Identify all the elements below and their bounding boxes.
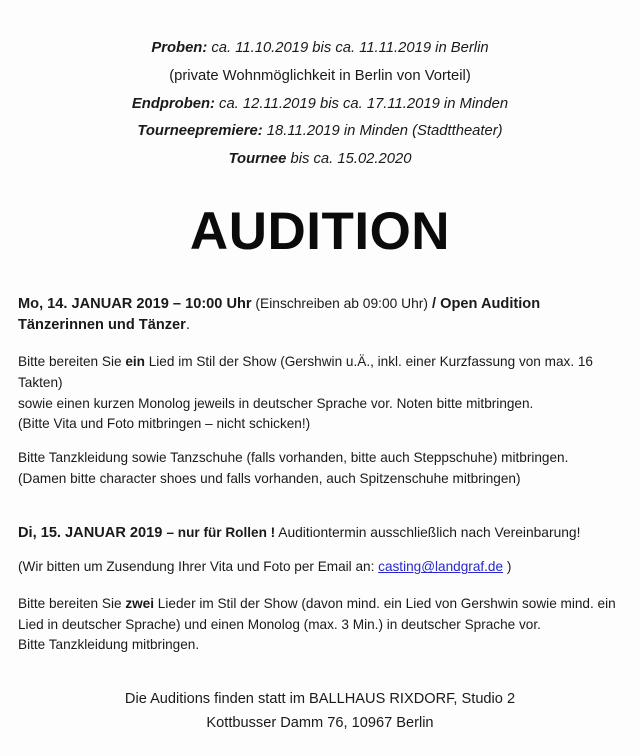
schedule-rehearsals-label: Proben: — [151, 40, 208, 56]
day-two-heading — [18, 523, 624, 544]
day-one-instructions-line3: (Bitte Vita und Foto mitbringen – nicht schicken!) — [18, 416, 311, 432]
schedule-tour-premiere-label: Tourneepremiere: — [137, 123, 263, 140]
day-one-date-time: Mo, 14. JANUAR 2019 – 10:00 Uhr — [18, 295, 252, 312]
day-one-instructions-line2: sowie einen kurzen Monolog jeweils in deutscher Sprache vor. Noten bitte mitbringen. — [18, 395, 534, 411]
schedule-tour-label: Tournee — [228, 151, 287, 168]
schedule-tour-line — [0, 152, 640, 167]
schedule-accommodation-note: (private Wohnmöglichkeit in Berlin von Vorteil) — [169, 67, 471, 84]
day-one-audition-type: Open Audition — [440, 295, 541, 312]
schedule-final-rehearsals-label: Endproben: — [131, 95, 215, 112]
schedule-tour-detail: bis ca. 15.02.2020 — [286, 151, 412, 168]
schedule-rehearsals-detail: ca. 11.10.2019 bis ca. 11.11.2019 in Berlin — [207, 40, 489, 56]
venue-line-1: Die Auditions finden statt im BALLHAUS RIXDORF, Studio 2 — [124, 691, 516, 708]
schedule-final-rehearsals-line — [0, 97, 640, 112]
venue-block — [0, 688, 640, 735]
schedule-block — [0, 0, 640, 167]
day-one-instructions-emphasis: ein — [125, 354, 145, 370]
day-two-date: Di, 15. JANUAR 2019 — [18, 525, 167, 542]
schedule-tour-premiere-detail: 18.11.2019 in Minden (Stadttheater) — [262, 123, 503, 140]
day-one-instructions-line1-b: Lied im Stil der Show (Gershwin u.Ä., inkl. einer Kurzfassung von max. 16 Takten) — [18, 354, 593, 390]
day-one-roles-line — [18, 315, 624, 336]
day-two-email-note — [18, 557, 624, 578]
day-two-email-note-suffix: ) — [503, 559, 512, 575]
venue-line-2: Kottbusser Damm 76, 10967 Berlin — [206, 714, 434, 731]
schedule-final-rehearsals-detail: ca. 12.11.2019 bis ca. 17.11.2019 in Minden — [214, 95, 509, 112]
body-content — [0, 294, 640, 656]
day-two-email-note-prefix: (Wir bitten um Zusendung Ihrer Vita und Foto per Email an: — [18, 559, 379, 575]
day-two-instructions — [18, 594, 624, 656]
schedule-rehearsals-line — [0, 41, 640, 56]
day-one-instructions-line1-a: Bitte bereiten Sie — [18, 354, 126, 370]
day-one-dress-code-line2: (Damen bitte character shoes und falls vorhanden, auch Spitzenschuhe mitbringen) — [18, 470, 521, 486]
day-one-instructions — [18, 352, 624, 435]
day-one-separator: / — [427, 295, 441, 312]
day-two-instructions-line1-a: Bitte bereiten Sie — [18, 596, 126, 612]
day-one-roles-text: Tänzerinnen und Tänzer — [18, 317, 186, 334]
day-one-heading — [18, 294, 624, 315]
day-two-instructions-line1-b: Lieder im Stil der Show (davon mind. ein Lied von Gershwin sowie mind. ein — [154, 596, 616, 612]
day-two-instructions-emphasis: zwei — [125, 596, 155, 612]
day-one-dress-code-line1: Bitte Tanzkleidung sowie Tanzschuhe (falls vorhanden, bitte auch Steppschuhe) mitbringen. — [18, 449, 569, 465]
day-one-dress-code — [18, 448, 624, 489]
day-two-instructions-line2: Lied in deutscher Sprache) und einen Monolog (max. 3 Min.) in deutscher Sprache vor. — [18, 616, 541, 632]
day-two-appointment-note: Auditiontermin ausschließlich nach Vereinbarung! — [275, 525, 581, 541]
day-two-roles-only: – nur für Rollen ! — [166, 525, 276, 541]
casting-email-link[interactable]: casting@landgraf.de — [378, 559, 504, 575]
day-two-section — [18, 523, 624, 656]
schedule-tour-premiere-line — [0, 124, 640, 139]
day-one-roles-period: . — [185, 317, 190, 334]
page-title: AUDITION — [189, 201, 451, 261]
day-two-instructions-line3: Bitte Tanzkleidung mitbringen. — [18, 637, 200, 653]
day-one-registration-note: (Einschreiben ab 09:00 Uhr) — [251, 295, 428, 311]
